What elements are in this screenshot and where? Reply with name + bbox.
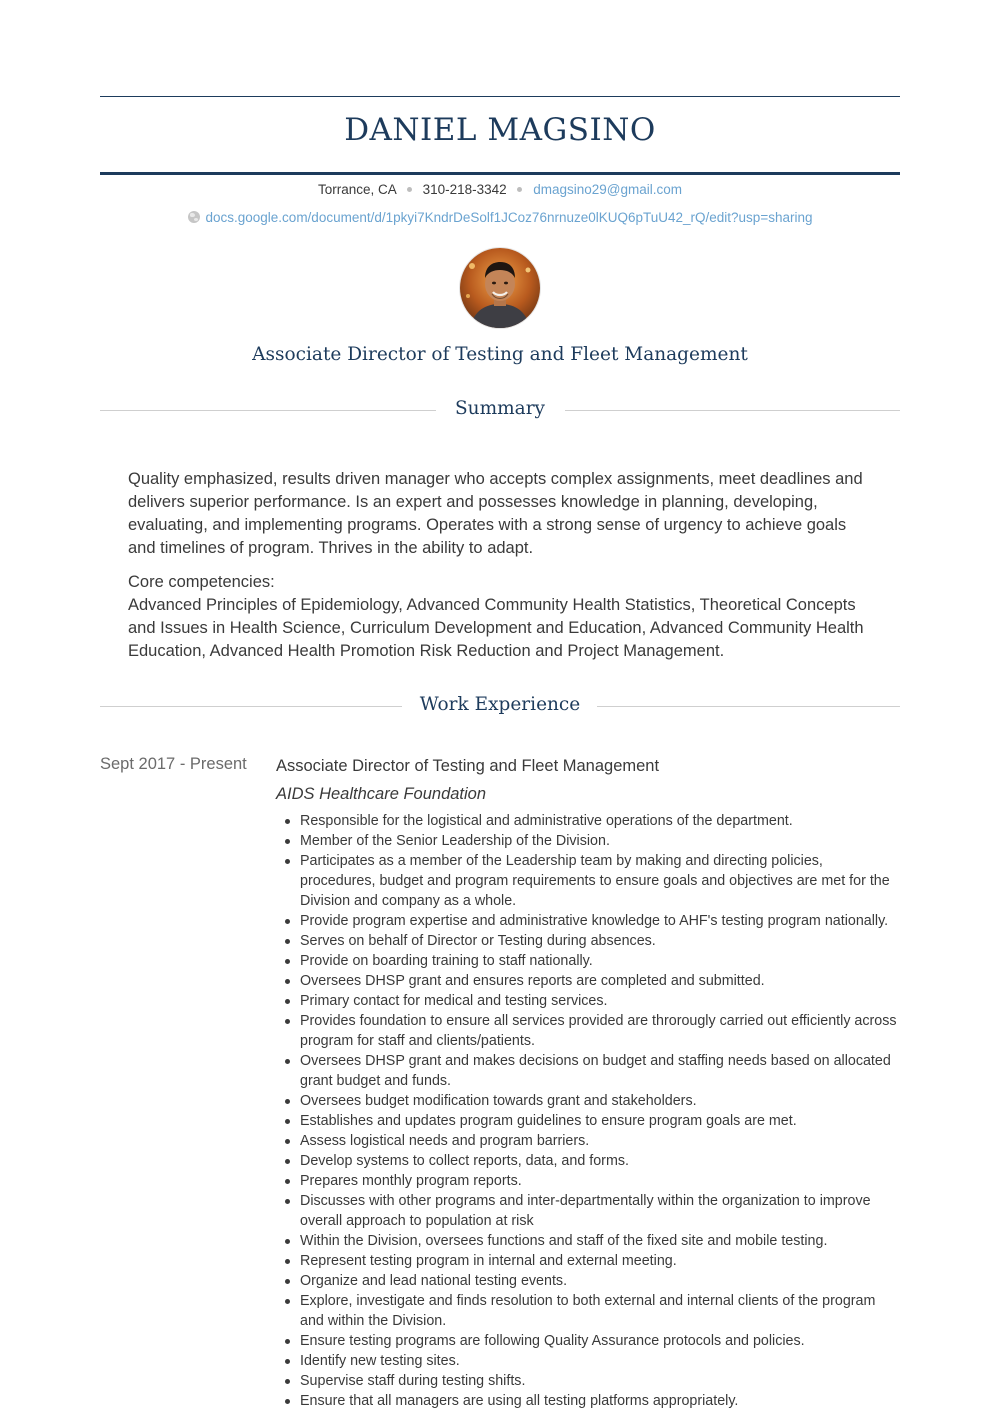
competencies-list: Advanced Principles of Epidemiology, Advanced Community Health Statistics, Theoretical Concepts and Issues in Health Science, Curriculum Development and Education, Advanced Community Health Education, Advanced Health Promotion Risk Reduction and Project Management. — [128, 596, 864, 660]
separator-dot — [407, 187, 412, 192]
job-company: AIDS Healthcare Foundation — [276, 785, 487, 803]
globe-icon — [188, 211, 200, 223]
list-item: Oversees budget modification towards grant and stakeholders. — [276, 1091, 902, 1111]
top-rule — [100, 96, 900, 97]
job-responsibilities — [276, 811, 902, 1411]
list-item: Primary contact for medical and testing services. — [276, 991, 902, 1011]
summary-paragraph: Quality emphasized, results driven manager who accepts complex assignments, meet deadlines and delivers superior performance. Is an expert and possesses knowledge in planning, developing, evaluating, and implementing programs. Operates with a strong sense of urgency to achieve goals and timelines of program. Thrives in the ability to adapt. — [128, 470, 863, 557]
phone: 310-218-3342 — [422, 182, 507, 197]
list-item: Within the Division, oversees functions and staff of the fixed site and mobile testing. — [276, 1231, 902, 1251]
list-item: Ensure testing programs are following Quality Assurance protocols and policies. — [276, 1331, 902, 1351]
job-title: Associate Director of Testing and Fleet Management — [276, 757, 660, 775]
list-item: Member of the Senior Leadership of the Division. — [276, 831, 902, 851]
list-item: Develop systems to collect reports, data, and forms. — [276, 1151, 902, 1171]
list-item: Establishes and updates program guidelines to ensure program goals are met. — [276, 1111, 902, 1131]
list-item: Provide on boarding training to staff nationally. — [276, 951, 902, 971]
contact-line — [100, 182, 900, 197]
list-item: Provides foundation to ensure all services provided are throrougly carried out efficiently across program for staff and clients/patients. — [276, 1011, 902, 1051]
list-item: Participates as a member of the Leadership team by making and directing policies, procedures, budget and program requirements to ensure goals and objectives are met for the Division and company as a whole. — [276, 851, 902, 911]
list-item: Discusses with other programs and inter-departmentally within the organization to improve overall approach to population at risk — [276, 1191, 902, 1231]
list-item: Prepares monthly program reports. — [276, 1171, 902, 1191]
separator-dot — [517, 187, 522, 192]
list-item: Responsible for the logistical and administrative operations of the department. — [276, 811, 902, 831]
profile-photo — [460, 248, 540, 328]
candidate-name: DANIEL MAGSINO — [344, 112, 656, 148]
website-line — [100, 210, 900, 225]
list-item: Organize and lead national testing events. — [276, 1271, 902, 1291]
list-item: Serves on behalf of Director or Testing during absences. — [276, 931, 902, 951]
website-link[interactable]: docs.google.com/document/d/1pkyi7KndrDeSolf1JCoz76nrnuze0lKUQ6pTuU42_rQ/edit?usp=sharing — [205, 210, 813, 225]
summary-heading: Summary — [455, 398, 545, 419]
job-dates: Sept 2017 - Present — [100, 755, 247, 773]
list-item: Assess logistical needs and program barriers. — [276, 1131, 902, 1151]
work-section-heading — [100, 694, 900, 718]
location: Torrance, CA — [318, 182, 397, 197]
summary-text — [128, 468, 876, 663]
list-item: Represent testing program in internal and external meeting. — [276, 1251, 902, 1271]
headline-job-title: Associate Director of Testing and Fleet Management — [252, 344, 748, 365]
list-item: Provide program expertise and administrative knowledge to AHF's testing program nationally. — [276, 911, 902, 931]
list-item: Oversees DHSP grant and makes decisions on budget and staffing needs based on allocated grant budget and funds. — [276, 1051, 902, 1091]
avatar — [460, 248, 540, 328]
list-item: Explore, investigate and finds resolution to both external and internal clients of the program and within the Division. — [276, 1291, 902, 1331]
job-entry — [276, 755, 902, 1411]
work-heading: Work Experience — [419, 694, 581, 715]
list-item: Identify new testing sites. — [276, 1351, 902, 1371]
list-item: Ensure that all managers are using all testing platforms appropriately. — [276, 1391, 902, 1411]
summary-section-heading — [100, 398, 900, 422]
competencies-label: Core competencies: — [128, 573, 275, 591]
list-item: Supervise staff during testing shifts. — [276, 1371, 902, 1391]
email-link[interactable]: dmagsino29@gmail.com — [533, 182, 682, 197]
list-item: Oversees DHSP grant and ensures reports are completed and submitted. — [276, 971, 902, 991]
name-underline — [100, 172, 900, 175]
competencies-block — [128, 571, 876, 663]
